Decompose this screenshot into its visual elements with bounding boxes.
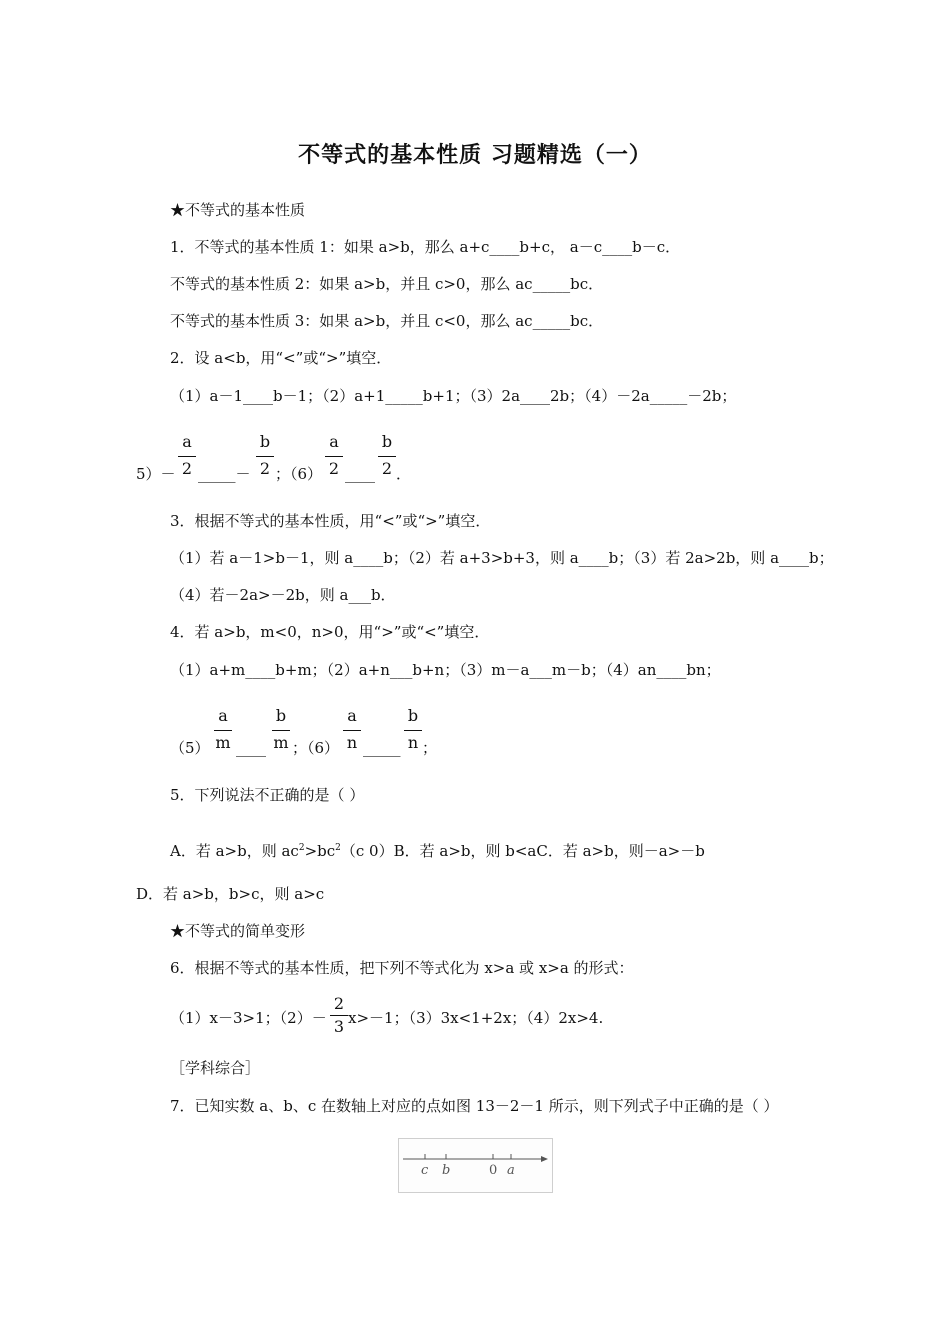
fraction-bar: [325, 456, 343, 457]
q4-line2-blank-2: _____: [363, 739, 401, 757]
question-1-line-3: 不等式的基本性质 3：如果 a>b，并且 c<0，那么 ac_____bc．: [170, 312, 604, 330]
label-a: a: [507, 1163, 515, 1178]
q2-line2-separator: ；（6）: [275, 465, 323, 483]
numerator: a: [182, 432, 192, 451]
question-5-option-d: D．若 a>b，b>c，则 a>c: [136, 885, 325, 903]
denominator: n: [407, 733, 419, 752]
question-7-stem: 7．已知实数 a、b、c 在数轴上对应的点如图 13－2－1 所示，则下列式子中正确的是（ ）: [170, 1097, 779, 1115]
label-zero: 0: [489, 1163, 498, 1178]
numerator: a: [329, 432, 339, 451]
numerator: 2: [333, 994, 345, 1013]
fraction-bar: [404, 730, 422, 731]
q2-line2-end: ．: [396, 465, 412, 483]
denominator: 2: [181, 459, 193, 478]
denominator: m: [273, 733, 289, 752]
numerator: b: [381, 432, 393, 451]
question-4-line-1: （1）a+m____b+m；（2）a+n___b+n；（3）m－a___m－b；（4）an____bn；: [170, 661, 721, 679]
question-2-stem: 2．设 a<b，用“<”或“>”填空．: [170, 349, 392, 367]
section-heading-simple-transform: ★不等式的简单变形: [170, 922, 306, 940]
numerator: b: [407, 706, 419, 725]
q6-line1-suffix: x>－1；（3）3x<1+2x；（4）2x>4.: [348, 1009, 604, 1027]
q5-options-rest: （c 0）B．若 a>b，则 b<aC．若 a>b，则－a>－b: [340, 842, 705, 860]
label-b: b: [442, 1163, 451, 1178]
question-2-line-1: （1）a－1____b－1；（2）a+1_____b+1；（3）2a____2b；（4）－2a_____－2b；: [170, 387, 737, 405]
number-line-figure: [398, 1138, 553, 1193]
q4-line2-blank-1: ____: [236, 739, 266, 757]
question-1-line-2: 不等式的基本性质 2：如果 a>b，并且 c>0，那么 ac_____bc．: [170, 275, 604, 293]
question-5-stem: 5．下列说法不正确的是（ ）: [170, 786, 365, 804]
fraction-bar: [330, 1015, 348, 1016]
fraction-bar: [378, 456, 396, 457]
q5-exponent: 2: [298, 843, 305, 853]
section-heading-basic-properties: ★不等式的基本性质: [170, 201, 306, 219]
label-c: c: [421, 1163, 429, 1178]
denominator: n: [346, 733, 358, 752]
q5-option-a-middle: >bc: [304, 842, 336, 860]
section-heading-interdisciplinary: ［学科综合］: [170, 1059, 261, 1077]
question-3-line-2: （4）若－2a>－2b，则 a___b．: [170, 586, 396, 604]
question-6-stem: 6．根据不等式的基本性质，把下列不等式化为 x>a 或 x>a 的形式：: [170, 959, 634, 977]
denominator: 2: [328, 459, 340, 478]
q2-line2-blank-2: ____: [345, 465, 375, 483]
q4-line2-prefix: （5）: [170, 739, 210, 757]
numerator: a: [218, 706, 228, 725]
q2-line2-blank-1: _____－: [198, 465, 251, 483]
question-3-stem: 3．根据不等式的基本性质，用“<”或“>”填空．: [170, 512, 491, 530]
question-3-line-1: （1）若 a－1>b－1，则 a____b；（2）若 a+3>b+3，则 a____b；（3）若 2a>2b，则 a____b；: [170, 549, 834, 567]
question-5-options-abc: [170, 838, 705, 861]
numerator: a: [347, 706, 357, 725]
q5-option-a-part: A．若 a>b，则 ac: [170, 842, 299, 860]
numerator: b: [259, 432, 271, 451]
q5-exponent: 2: [335, 843, 341, 853]
arrow-right-icon: [541, 1156, 548, 1162]
denominator: 2: [381, 459, 393, 478]
fraction-bar: [214, 730, 232, 731]
page-title: 不等式的基本性质 习题精选（一）: [298, 143, 652, 168]
question-4-stem: 4．若 a>b，m<0，n>0，用“>”或“<”填空．: [170, 623, 490, 641]
denominator: 3: [333, 1017, 345, 1036]
denominator: m: [215, 733, 231, 752]
denominator: 2: [259, 459, 271, 478]
q4-line2-separator: ；（6）: [292, 739, 340, 757]
q4-line2-end: ；: [422, 739, 438, 757]
fraction-bar: [272, 730, 290, 731]
question-1-line-1: 1．不等式的基本性质 1：如果 a>b，那么 a+c____b+c， a－c____b－c．: [170, 238, 681, 256]
q6-line1-prefix: （1）x－3>1；（2）－: [170, 1009, 327, 1027]
fraction-bar: [256, 456, 274, 457]
q2-line2-prefix: 5）－: [136, 465, 176, 483]
fraction-bar: [343, 730, 361, 731]
numerator: b: [275, 706, 287, 725]
fraction-bar: [178, 456, 196, 457]
